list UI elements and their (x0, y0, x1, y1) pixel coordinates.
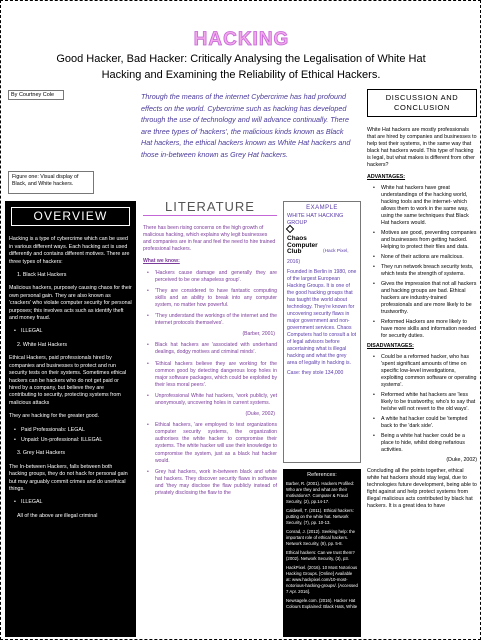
discussion-section (367, 89, 477, 637)
example-case: Case: they stole 134,000 (287, 370, 344, 376)
discussion-intro: White Hat hackers are mostly professionals that are hired by companies and businesses to help test their systems, in the same way that black hat hackers would. This type of hacking is legal, but what makes is different from other hackers? (367, 127, 477, 168)
list-item: • 'They understand the workings of the internet and the internet protocols themselves'. (143, 313, 277, 327)
list-item: • White hat hackers have great understandings of the hacking world, hacking tools and the internet- which allows them to work in the same way, using the same techniques that Black Hat hackers would. (367, 185, 477, 227)
white-hat-list (9, 427, 132, 445)
list-item: • 'They are considered to have fantastic computing skills and an ability to break into any computer system, no matter how powerful. (143, 288, 277, 309)
logo-year: 2016) (287, 259, 301, 265)
list-item: • 'Hackers cause damage and generally they are perceived to be one shapeless group'. (143, 270, 277, 284)
list-item: • Unprofessional White hat hackers, 'work publicly, yet anonymously, uncovering holes in current systems. (143, 393, 277, 407)
literature-heading: LITERATURE (143, 201, 277, 216)
references-box (283, 469, 361, 637)
white-hat-title: 2. White Hat Hackers (17, 341, 68, 348)
list-item: • Motives are good, preventing companies and businesses from getting hacked. Helping to protect their files and data. (367, 230, 477, 251)
example-heading: EXAMPLE (306, 205, 338, 211)
literature-list (143, 270, 277, 328)
black-hat-title: 1. Black Hat Hackers (17, 272, 67, 279)
grey-hat-list (9, 499, 132, 506)
literature-list-2 (143, 342, 277, 407)
example-subheading: WHITE HAT HACKING GROUP (287, 213, 344, 226)
white-hat-text: Ethical Hackers, paid professionals hired by companies and businesses to protect and run security tests on their systems. Sometimes ethical hackers can be hackers who do not get paid or hired by a company, but believe they are contributing to security, protecting systems from malicious attacks (9, 355, 127, 406)
black-hat-list (9, 328, 132, 335)
grey-hat-title: 3. Grey Hat Hackers (17, 450, 65, 457)
citation: (Duke, 2002) (446, 457, 477, 463)
chaos-computer-club-logo (287, 231, 357, 255)
list-item: • Black hat hackers are 'associated with underhand dealings, dodgy motives and criminal minds'. (143, 342, 277, 356)
conclusion-text: Concluding all the points together, ethical white hat hackers should stay legal, due to technologies future development, being able to fight against and help protect systems from illegal malicious acts contributed by black hat hackers. It is a great idea to have (367, 468, 477, 509)
list-item: • Reformed white hat hackers are 'less likely to be trustworthy, who's to say that he/she will not revert to the old ways'. (367, 392, 477, 413)
literature-intro: There has been rising concerns on the high growth of malicious hacking, which explains why legit businesses and companies are in fear and feel the need to hire trained professional hackers. (143, 225, 276, 253)
citation: (Duke, 2002) (245, 411, 275, 418)
list-item: • None of their actions are malicious. (367, 254, 477, 261)
overview-section (5, 201, 136, 637)
what-we-know-label: What we know: (143, 258, 180, 265)
list-item: • ILLEGAL (9, 328, 132, 335)
reference-item: Newsagele.com. (2016). Hacker Hat Colours Explained: Black Hats, White (286, 598, 358, 609)
white-hat-text-2: They are hacking for the greater good. (9, 413, 100, 420)
literature-list-3 (143, 422, 277, 497)
list-item: • Being a white hat hacker could be a place to hide, whilst doing nefarious activities. (367, 433, 477, 454)
logo-citation: (Hack Pixel, (323, 249, 349, 254)
disadvantages-list (367, 354, 477, 454)
overview-footer: All of the above are illegal criminal (17, 512, 98, 519)
figure-caption: Figure one: Visual display of Black, and White hackers. (8, 171, 94, 194)
list-item: • Unpaid: Un-professional: ILLEGAL (9, 437, 132, 444)
example-box (283, 201, 361, 463)
list-item: • Gives the impression that not all hackers and hacking groups are bad. Ethical hackers are industry-trained professionals and are more likely to be trustworthy. (367, 281, 477, 316)
reference-item: Barber, R. (2001). Hackers Profiled: Who are they and what are their motivations?. Computer & Fraud Security, (2), pp.14-17. (286, 481, 355, 504)
overview-heading: OVERVIEW (11, 207, 130, 226)
author-label: By Courtney Cole (8, 90, 64, 100)
list-item: • Grey hat hackers, work in-between black and white hat hackers. They discover security flaws in software and 'they may disclose the flaw publicly instead of privately disclosing the flaw to the (143, 469, 277, 497)
literature-section (143, 201, 277, 637)
grey-hat-text: The In-between Hackers, falls between both hacking groups, they do not hack for personal gain but may arguably commit crimes and do unethical things. (9, 463, 128, 492)
list-item: • Paid Professionals: LEGAL (9, 427, 132, 434)
advantages-list (367, 185, 477, 340)
intro-text: Through the means of the internet Cybercrime has had profound effects on the world. Cybercrime such as hacking has developed through the use of technology and will advance continually. There are three types of 'hackers', the malicious kinds known as Black Hat hackers, the ethical hackers known as White Hat hackers and those in-between known as Grey Hat hackers. (141, 91, 355, 199)
references-heading: References: (307, 472, 337, 478)
list-item: • ILLEGAL (9, 499, 132, 506)
list-item: • 'Ethical hackers believe they are working for the common good by detecting dangerous loop holes in major software packages, which could be exploited by their less moral peers'. (143, 361, 277, 389)
list-item: • Could be a reformed hacker, who has 'spent significant amounts of time on specific low-level investigations, exploiting common software or operating systems'. (367, 354, 477, 389)
reference-item: Caldwell, T. (2011). Ethical hackers: putting on the white hat. Network Security, (7), pp. 10-13. (286, 508, 354, 525)
logo-hex-icon (286, 225, 294, 233)
example-text: Founded in Berlin in 1980, one of the largest European Hacking Groups. It is one of the good hacking groups that has taught the world about technology. They're known for uncovering security flaws in major government and non-government services. Chaos Computers had to consult a lot of legal advisors before ascertaining what is illegal hacking and what the grey area of legality in hacking is. (287, 269, 357, 366)
poster-subtitle: Good Hacker, Bad Hacker: Critically Analysing the Legalisation of White Hat Hacking and Examining the Reliability of Ethical Hackers. (56, 53, 426, 81)
discussion-heading: DISCUSSION AND CONCLUSION (367, 89, 477, 117)
citation: (Barber, 2001) (242, 331, 275, 338)
overview-intro: Hacking is a type of cybercrime which can be used in various different ways. Each hacking act is used differently and contains different motives. There are three types of hackers: (9, 236, 130, 265)
list-item: • Reformed Hackers are more likely to have more skills and information needed for security duties. (367, 319, 477, 340)
list-item: • A white hat hacker could be 'tempted back to the 'dark side'. (367, 416, 477, 430)
list-item: • They run network breach security tests, which tests the strength of systems. (367, 264, 477, 278)
poster-title: HACKING (193, 29, 290, 50)
disadvantages-heading: DISADVANTAGES: (367, 343, 414, 349)
logo-wordmark: Chaos Computer Club (287, 226, 317, 255)
list-item: • Ethical hackers, 'are employed to test organizations computer security systems, the organization authorises the white hacker to compromise their systems. The white hacker will use their knowledge to compromise the system, just as a black hat hacker would. (143, 422, 277, 465)
reference-item: HackPixel. (2016). 10 Most Notorious Hacking Groups. [Online] Available at: www.hackpixel.com/10-most-notorious-hacking-groups/. [Accessed 7 Apr. 2016]. (286, 565, 358, 594)
black-hat-text: Malicious hackers, purposely causing chaos for their own personal gain. They are also known as 'crackers' who violate computer security for personal purposes; this involves acts such as identify theft and money fraud. (9, 285, 132, 322)
advantages-heading: ADVANTAGES: (367, 174, 406, 180)
reference-item: Ethical hackers: Can we trust them? (2002). Network Security, (3), p3. (286, 550, 355, 561)
reference-item: Conrad, J. (2012). Seeking help: the important role of ethical hackers. Network Security, (8), pp. 5-8. (286, 529, 356, 546)
